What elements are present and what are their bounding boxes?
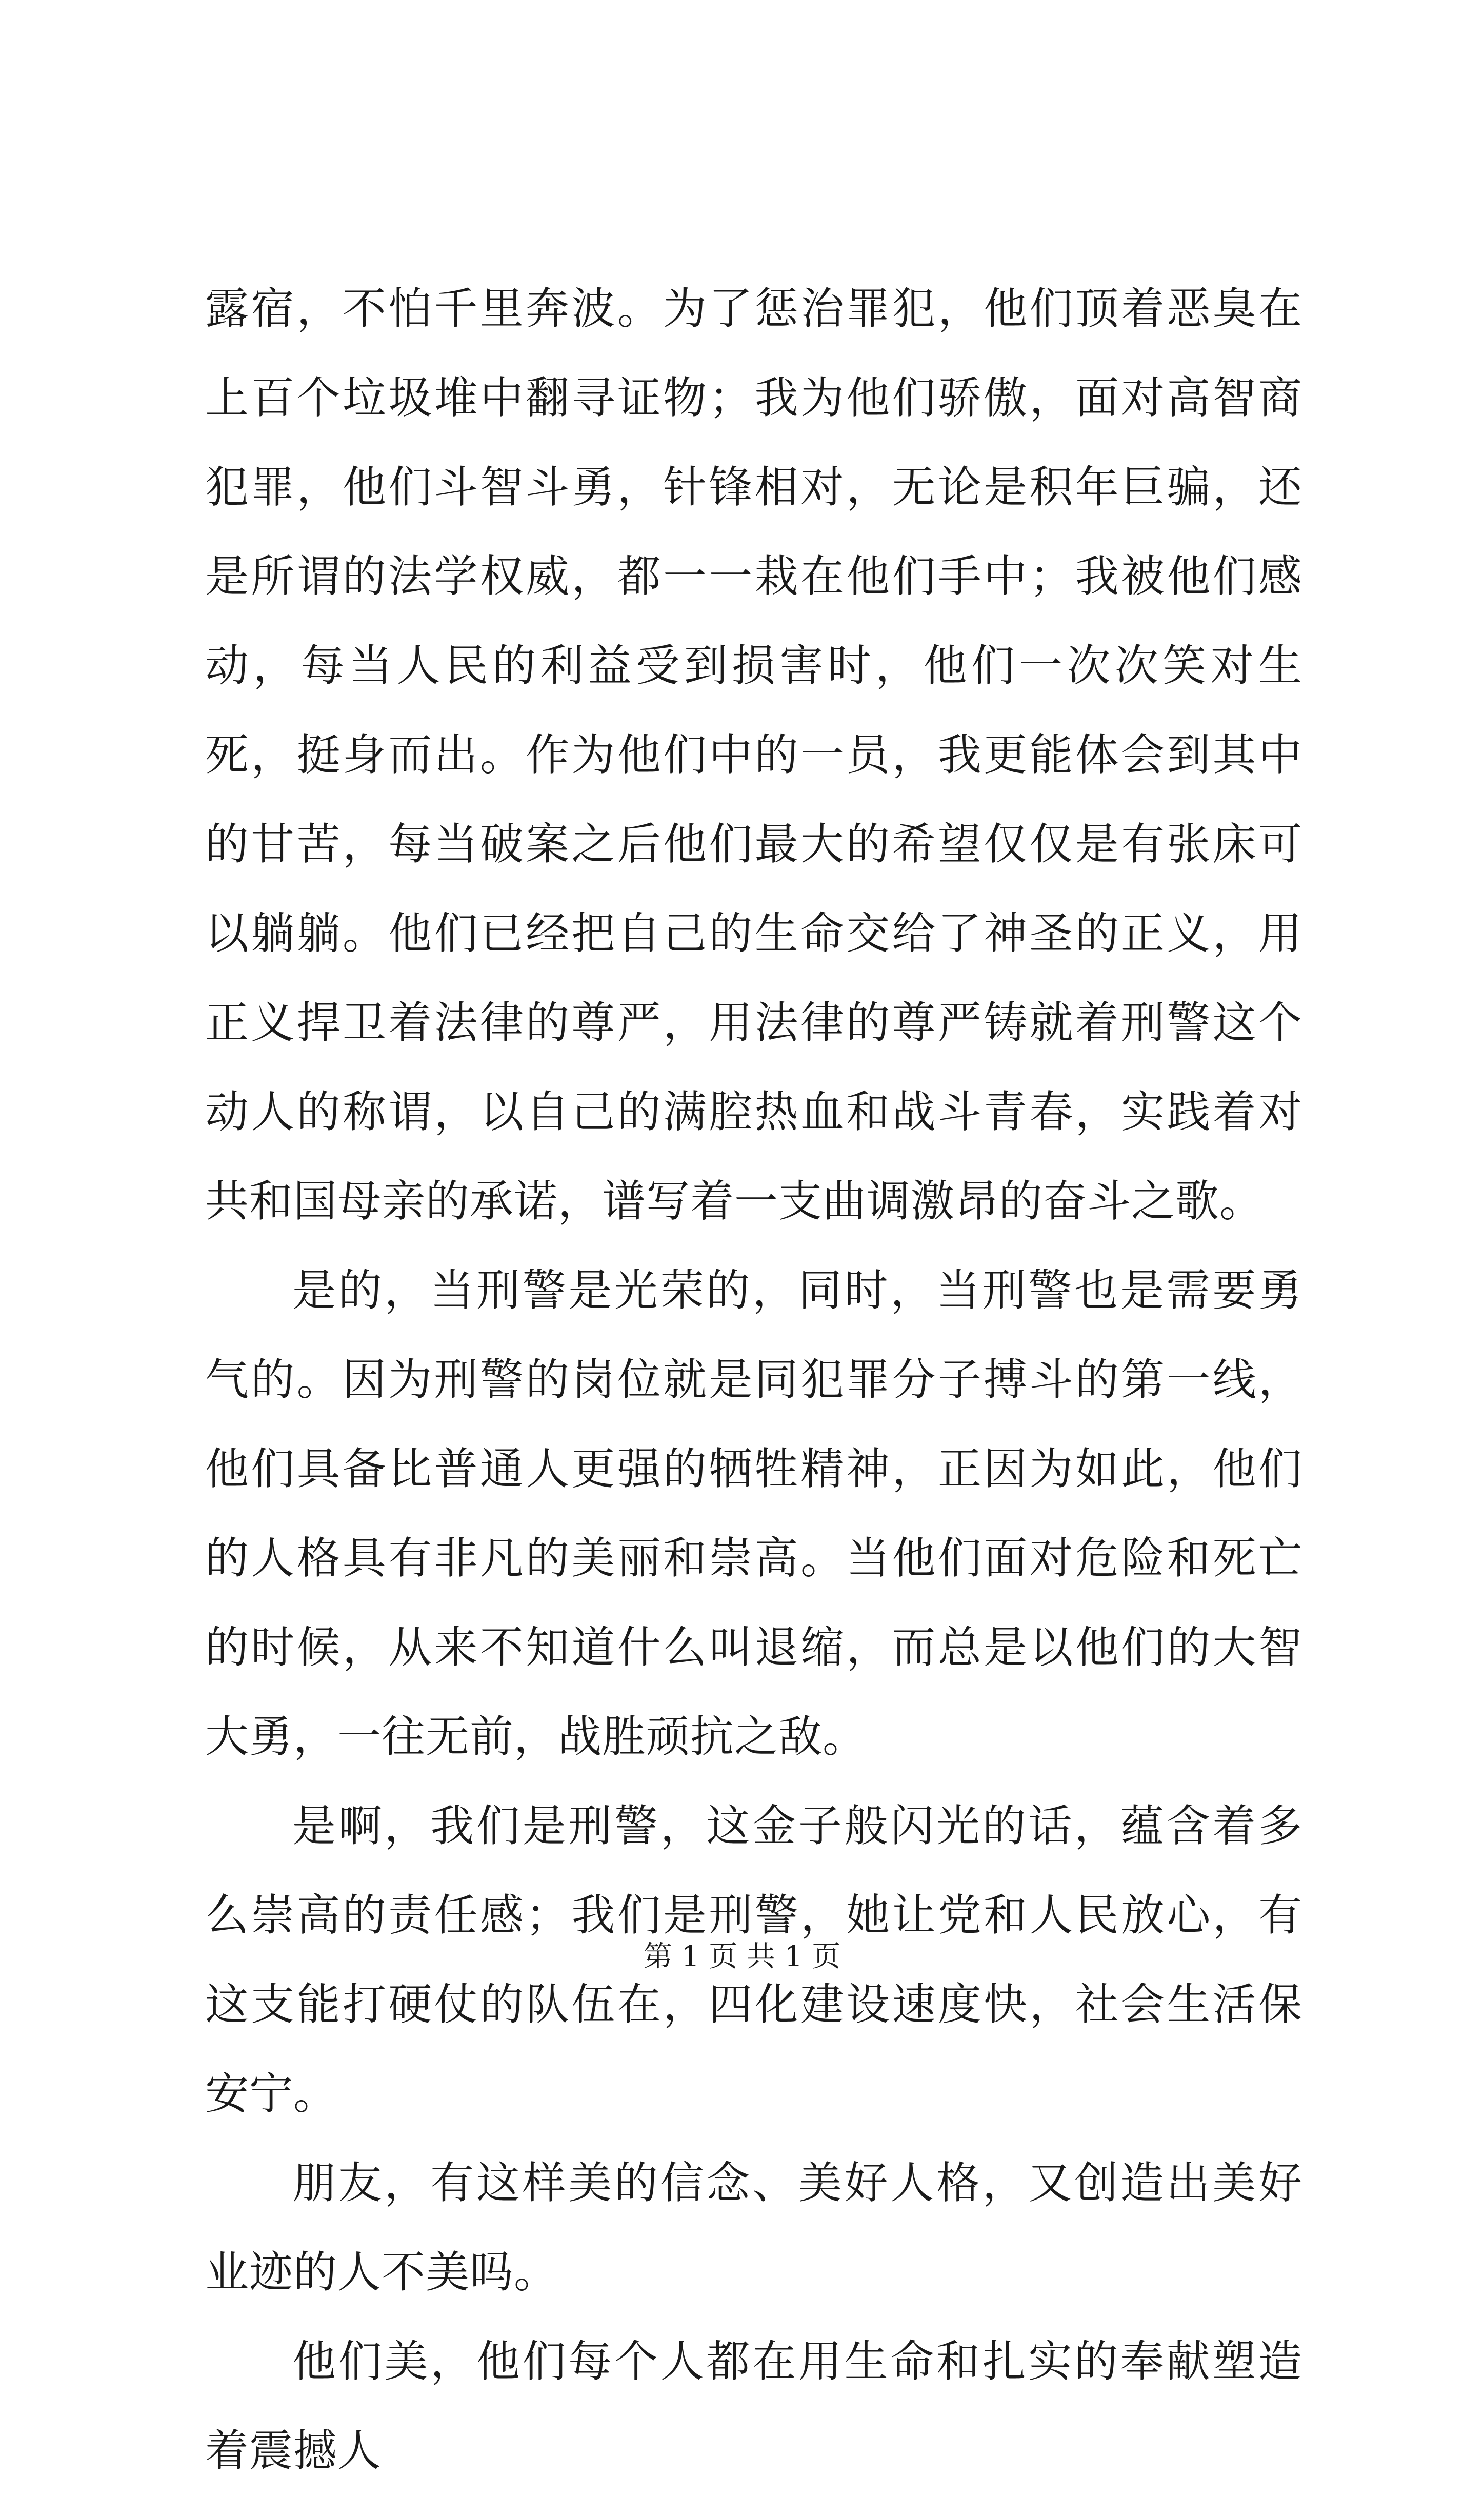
paragraph-5: 他们美，他们每个人都在用生命和扎实的奉献塑造着震撼人 xyxy=(205,2336,1302,2477)
paragraph-4: 朋友，有这样美的信念、美好人格，又创造出美好业迹的人不美吗。 xyxy=(205,2158,1302,2298)
page-footer xyxy=(0,1939,1484,1975)
paragraph-2: 是的，当刑警是光荣的，同时，当刑警也是需要勇气的。因为刑警的岗位就是同犯罪分子搏斗的第一线，他们具备比普通人更强的牺牲精神，正因为如此，他们的人格具有非凡的美丽和崇高。当他们面对危险和死亡的时候，从来不知道什么叫退缩，而总是以他们的大智大勇，一往无前，战胜顽抗之敌。 xyxy=(205,1265,1302,1762)
paragraph-3: 是啊，我们是刑警，这金子般闪光的话，蕴含着多么崇高的责任感；我们是刑警，她让党和人民放心，有这支能打硬仗的队伍在，四化建设速度快，社会生活保安宁。 xyxy=(205,1801,1302,2119)
paragraph-1: 露宿，不怕千里奔波。为了惩治罪犯，他们顶着恶臭在上百个垃圾堆中翻寻证物；我为他们骄傲，面对高智商犯罪，他们斗智斗勇，针锋相对，无论是积年巨骗，还是所谓的法学权威，都一一栽在他们手中；我被他们感动，每当人民的利益受到损害时，他们一次次笑对生死，挺身而出。作为他们中的一员，我更能体会到其中的甘苦，每当破案之后他们最大的希望仅仅是有张床可以躺躺。他们已经把自己的生命交给了神圣的正义，用正义捍卫着法律的尊严，用法律的尊严铸就着刑警这个动人的称谓，以自己的满腔热血和战斗青春，实践着对共和国母亲的承诺，谱写着一支曲调激昂的奋斗之歌。 xyxy=(205,284,1302,1227)
document-body xyxy=(205,265,1302,2496)
page-number-label: 第 1 页 共 1 页 xyxy=(643,1940,841,1973)
